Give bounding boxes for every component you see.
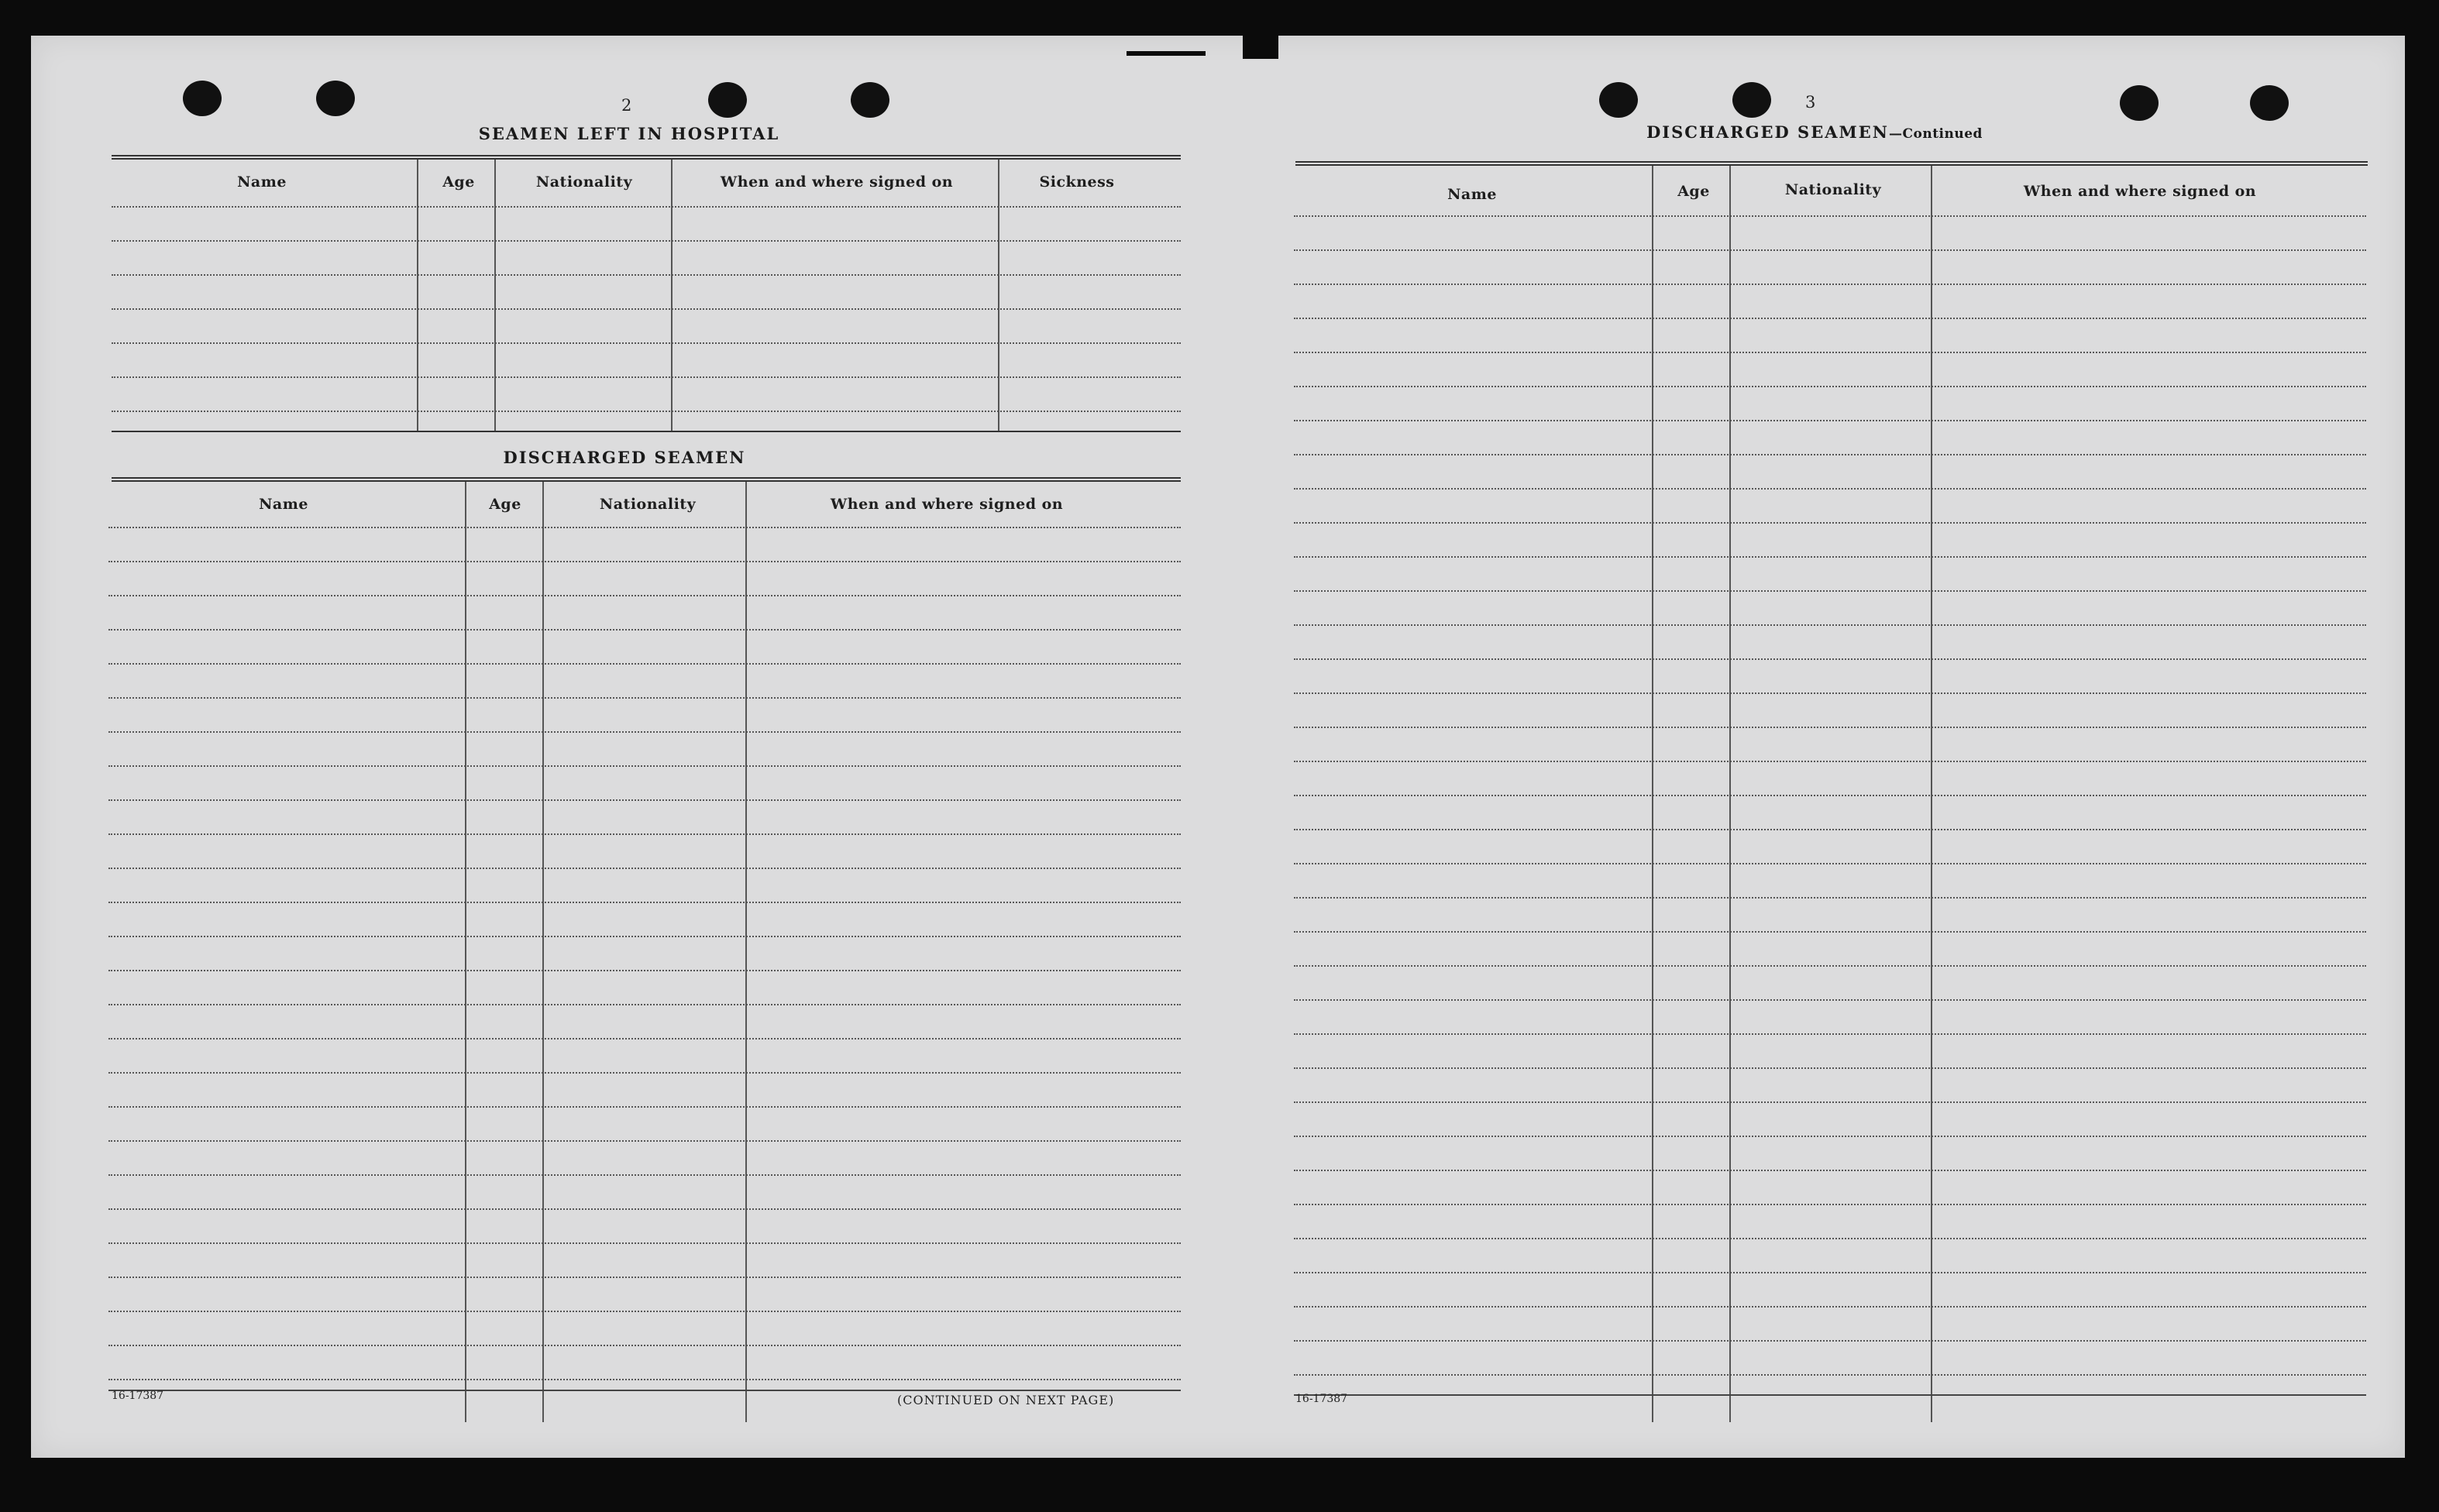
left-form-code: 16-17387 [112,1390,164,1402]
discharged-col-name: Name [259,496,308,513]
ledger-row-line [108,1004,1181,1005]
ledger-row-line [1294,420,2366,421]
left-page-number: 2 [621,96,632,115]
hospital-divider [494,160,496,431]
ledger-row-line [108,1106,1181,1108]
ledger-row-line [1294,1033,2366,1035]
ledger-row-line [108,936,1181,937]
ledger-row-line [1294,352,2366,353]
discharged-top-rule [112,477,1181,482]
right-page-number: 3 [1805,93,1816,112]
hospital-col-nationality: Nationality [535,174,633,191]
tape-mark [1127,51,1206,56]
hospital-row-line [112,411,1181,412]
continued-title-main: DISCHARGED SEAMEN [1646,122,1889,142]
discharged-col-nationality: Nationality [599,496,697,513]
ledger-row-line [1294,1101,2366,1103]
hospital-col-signed-on: When and where signed on [720,174,954,191]
right-col-nationality: Nationality [1784,181,1882,198]
hospital-top-rule [112,155,1181,160]
ledger-sheet [31,36,2405,1458]
ledger-row-line [1294,1136,2366,1137]
ledger-row-line [1294,761,2366,762]
ledger-row-line [108,970,1181,971]
ledger-row-line [1294,795,2366,796]
hospital-row-line [112,308,1181,310]
hospital-row-line [112,240,1181,242]
ledger-row-line [108,1277,1181,1278]
right-col-signed-on: When and where signed on [2023,183,2257,200]
ledger-row-line [108,1379,1181,1380]
tape-mark [1243,36,1278,59]
ledger-bottom-rule [108,1390,1181,1391]
hospital-section-title: SEAMEN LEFT IN HOSPITAL [478,124,780,143]
discharged-divider [465,482,466,1422]
ledger-row-line [108,731,1181,733]
ledger-row-line [1294,999,2366,1001]
ledger-row-line [1294,1306,2366,1308]
ledger-row-line [1294,965,2366,967]
ledger-row-line [1294,318,2366,319]
punch-hole [2120,85,2159,121]
right-form-code: 16-17387 [1295,1393,1348,1405]
right-divider [1729,166,1731,1422]
right-divider [1652,166,1653,1422]
punch-hole [1732,82,1771,118]
right-col-age: Age [1677,183,1710,200]
ledger-bottom-rule [1294,1394,2366,1396]
ledger-row-line [1294,386,2366,387]
hospital-row-line [112,206,1181,208]
ledger-row-line [1294,1170,2366,1171]
ledger-row-line [1294,522,2366,524]
ledger-row-line [1294,1204,2366,1205]
ledger-row-line [108,1038,1181,1040]
ledger-row-line [1294,931,2366,933]
ledger-row-line [1294,284,2366,285]
continued-section-title [1646,122,1983,142]
discharged-divider [542,482,544,1422]
hospital-row-line [112,274,1181,276]
hospital-col-age: Age [442,174,475,191]
hospital-row-line [112,376,1181,378]
discharged-section-title: DISCHARGED SEAMEN [503,448,746,467]
ledger-row-line [108,629,1181,631]
hospital-row-line [112,342,1181,344]
ledger-row-line [1294,1340,2366,1342]
ledger-row-line [1294,692,2366,694]
ledger-row-line [1294,897,2366,899]
hospital-col-sickness: Sickness [1039,174,1115,191]
ledger-row-line [108,595,1181,596]
ledger-row-line [1294,658,2366,660]
ledger-row-line [108,527,1181,528]
ledger-row-line [1294,829,2366,830]
ledger-row-line [108,697,1181,699]
right-col-name: Name [1447,186,1497,203]
ledger-row-line [108,1311,1181,1312]
punch-hole [708,82,747,118]
ledger-row-line [1294,1067,2366,1069]
hospital-divider [998,160,999,431]
right-top-rule [1295,161,2368,166]
punch-hole [2250,85,2289,121]
hospital-divider [417,160,418,431]
continued-title-suffix: —Continued [1888,126,1983,142]
ledger-row-line [108,561,1181,562]
ledger-row-line [108,1072,1181,1074]
ledger-row-line [108,1242,1181,1244]
ledger-row-line [108,1174,1181,1176]
ledger-row-line [1294,1374,2366,1376]
ledger-row-line [1294,556,2366,558]
punch-hole [1599,82,1638,118]
punch-hole [316,81,355,116]
ledger-row-line [1294,454,2366,455]
ledger-row-line [1294,590,2366,592]
discharged-col-signed-on: When and where signed on [830,496,1064,513]
hospital-col-name: Name [237,174,287,191]
right-divider [1931,166,1932,1422]
ledger-row-line [108,1208,1181,1210]
ledger-row-line [108,1140,1181,1142]
hospital-divider [671,160,673,431]
ledger-row-line [1294,727,2366,728]
ledger-row-line [108,902,1181,903]
ledger-row-line [108,663,1181,665]
ledger-row-line [1294,215,2366,217]
punch-hole [851,82,889,118]
continued-note: (CONTINUED ON NEXT PAGE) [897,1393,1115,1407]
ledger-row-line [1294,624,2366,626]
ledger-row-line [1294,1238,2366,1239]
ledger-row-line [1294,249,2366,251]
ledger-row-line [1294,863,2366,864]
discharged-divider [745,482,747,1422]
ledger-row-line [108,765,1181,767]
ledger-row-line [108,1345,1181,1346]
punch-hole [183,81,222,116]
ledger-row-line [1294,488,2366,490]
ledger-row-line [108,868,1181,869]
ledger-row-line [108,799,1181,801]
ledger-row-line [1294,1272,2366,1273]
ledger-row-line [108,833,1181,835]
hospital-bottom-rule [112,431,1181,432]
discharged-col-age: Age [489,496,521,513]
